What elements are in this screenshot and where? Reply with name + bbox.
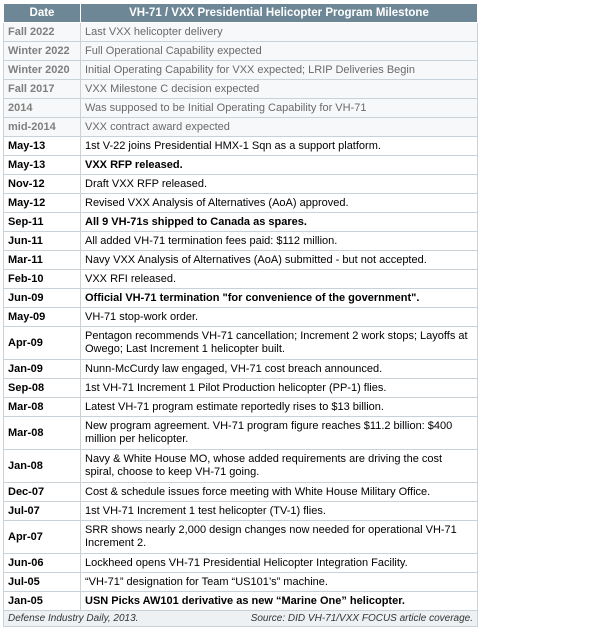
milestone-description: 1st VH-71 Increment 1 Pilot Production helicopter (PP-1) flies. <box>81 379 478 398</box>
milestone-description: 1st VH-71 Increment 1 test helicopter (TV-1) flies. <box>81 502 478 521</box>
table-row <box>4 23 478 42</box>
table-row <box>4 156 478 175</box>
table-footer <box>4 611 478 627</box>
milestone-rows <box>4 23 478 611</box>
milestone-description: New program agreement. VH-71 program figure reaches $11.2 billion: $400 million per helicopter. <box>81 417 478 450</box>
milestone-description: VXX RFI released. <box>81 270 478 289</box>
milestone-description: All 9 VH-71s shipped to Canada as spares. <box>81 213 478 232</box>
table-row <box>4 137 478 156</box>
milestone-date: Fall 2022 <box>4 23 81 42</box>
milestone-description: VH-71 stop-work order. <box>81 308 478 327</box>
milestone-date: Sep-11 <box>4 213 81 232</box>
table-row <box>4 99 478 118</box>
milestone-date: May-09 <box>4 308 81 327</box>
milestone-description: Initial Operating Capability for VXX expected; LRIP Deliveries Begin <box>81 61 478 80</box>
date-column-header: Date <box>4 4 81 23</box>
table-row <box>4 213 478 232</box>
milestone-date: Winter 2020 <box>4 61 81 80</box>
table-row <box>4 379 478 398</box>
table-row <box>4 175 478 194</box>
milestone-table <box>3 3 478 627</box>
milestone-date: 2014 <box>4 99 81 118</box>
table-row <box>4 232 478 251</box>
milestone-date: Apr-07 <box>4 521 81 554</box>
milestone-date: Mar-11 <box>4 251 81 270</box>
milestone-date: Mar-08 <box>4 417 81 450</box>
table-row <box>4 450 478 483</box>
milestone-date: Nov-12 <box>4 175 81 194</box>
milestone-date: Apr-09 <box>4 327 81 360</box>
table-row <box>4 573 478 592</box>
milestone-description: Cost & schedule issues force meeting with White House Military Office. <box>81 483 478 502</box>
milestone-date: Sep-08 <box>4 379 81 398</box>
milestone-description: “VH-71” designation for Team “US101’s” machine. <box>81 573 478 592</box>
milestone-date: May-13 <box>4 156 81 175</box>
table-row <box>4 521 478 554</box>
footer-source: Source: DID VH-71/VXX FOCUS article coverage. <box>250 613 473 624</box>
milestone-table-container <box>3 3 477 627</box>
milestone-description: Was supposed to be Initial Operating Capability for VH-71 <box>81 99 478 118</box>
milestone-date: Jun-11 <box>4 232 81 251</box>
table-row <box>4 483 478 502</box>
milestone-date: Jun-06 <box>4 554 81 573</box>
milestone-description: VXX Milestone C decision expected <box>81 80 478 99</box>
milestone-description: Full Operational Capability expected <box>81 42 478 61</box>
milestone-description: Draft VXX RFP released. <box>81 175 478 194</box>
milestone-date: Mar-08 <box>4 398 81 417</box>
milestone-date: May-13 <box>4 137 81 156</box>
table-row <box>4 270 478 289</box>
table-row <box>4 308 478 327</box>
table-row <box>4 194 478 213</box>
table-row <box>4 61 478 80</box>
milestone-date: Jan-05 <box>4 592 81 611</box>
milestone-date: May-12 <box>4 194 81 213</box>
milestone-date: Feb-10 <box>4 270 81 289</box>
milestone-date: Jul-07 <box>4 502 81 521</box>
table-row <box>4 80 478 99</box>
milestone-date: Jun-09 <box>4 289 81 308</box>
milestone-description: Official VH-71 termination "for convenience of the government". <box>81 289 478 308</box>
table-row <box>4 554 478 573</box>
milestone-description: Nunn-McCurdy law engaged, VH-71 cost breach announced. <box>81 360 478 379</box>
milestone-description: VXX contract award expected <box>81 118 478 137</box>
table-row <box>4 417 478 450</box>
table-header-row <box>4 4 478 23</box>
milestone-date: Jul-05 <box>4 573 81 592</box>
milestone-description: Lockheed opens VH-71 Presidential Helicopter Integration Facility. <box>81 554 478 573</box>
table-row <box>4 360 478 379</box>
milestone-description: VXX RFP released. <box>81 156 478 175</box>
table-row <box>4 251 478 270</box>
table-row <box>4 398 478 417</box>
milestone-description: 1st V-22 joins Presidential HMX-1 Sqn as a support platform. <box>81 137 478 156</box>
table-row <box>4 118 478 137</box>
milestone-date: Fall 2017 <box>4 80 81 99</box>
milestone-description: Revised VXX Analysis of Alternatives (AoA) approved. <box>81 194 478 213</box>
footer-credit: Defense Industry Daily, 2013. <box>8 613 139 624</box>
milestone-date: Jan-08 <box>4 450 81 483</box>
milestone-description: All added VH-71 termination fees paid: $112 million. <box>81 232 478 251</box>
milestone-date: Winter 2022 <box>4 42 81 61</box>
table-row <box>4 42 478 61</box>
table-row <box>4 592 478 611</box>
milestone-description: Navy & White House MO, whose added requirements are driving the cost spiral, choose to keep VH-71 going. <box>81 450 478 483</box>
table-row <box>4 502 478 521</box>
milestone-description: Navy VXX Analysis of Alternatives (AoA) submitted - but not accepted. <box>81 251 478 270</box>
milestone-description: Pentagon recommends VH-71 cancellation; Increment 2 work stops; Layoffs at Owego; Last Increment 1 helicopter built. <box>81 327 478 360</box>
table-footer-row <box>4 611 478 627</box>
milestone-description: Latest VH-71 program estimate reportedly rises to $13 billion. <box>81 398 478 417</box>
milestone-description: USN Picks AW101 derivative as new “Marine One” helicopter. <box>81 592 478 611</box>
table-title: VH-71 / VXX Presidential Helicopter Program Milestone <box>81 4 478 23</box>
milestone-date: Dec-07 <box>4 483 81 502</box>
milestone-description: SRR shows nearly 2,000 design changes now needed for operational VH-71 Increment 2. <box>81 521 478 554</box>
milestone-date: mid-2014 <box>4 118 81 137</box>
table-row <box>4 289 478 308</box>
table-row <box>4 327 478 360</box>
milestone-date: Jan-09 <box>4 360 81 379</box>
milestone-description: Last VXX helicopter delivery <box>81 23 478 42</box>
